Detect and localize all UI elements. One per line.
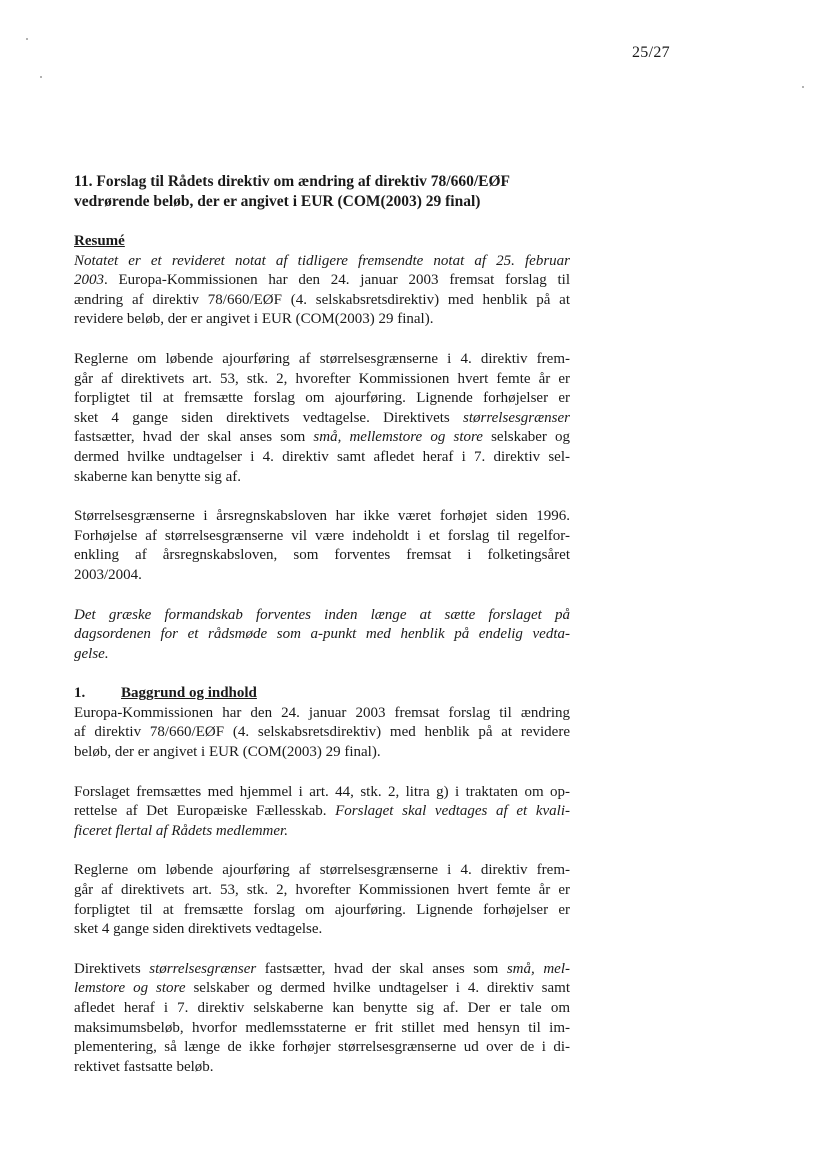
text-line: rektivet fastsatte beløb. — [74, 1058, 214, 1075]
text-line: af direktiv 78/660/EØF (4. selskabsretsdirektiv) med henblik på at revidere — [74, 724, 570, 741]
text-line: Notatet er et revideret notat af tidligere fremsendte notat af 25. februar — [74, 252, 570, 269]
text-line: gelse. — [74, 645, 109, 662]
section-heading — [74, 684, 570, 704]
text-line: enkling af årsregnskabsloven, som forventes fremsat i folketingsåret — [74, 547, 570, 564]
text-line: Reglerne om løbende ajourføring af størrelsesgrænserne i 4. direktiv frem- — [74, 862, 570, 879]
resume-section — [74, 232, 570, 330]
text-span: Forslaget skal vedtages af et kvali- — [335, 803, 570, 820]
text-span: fastsætter, hvad der skal anses som — [256, 960, 507, 977]
text-line: forpligtet til at fremsætte forslag om ajourføring. Lignende forhøjelser er — [74, 901, 570, 918]
text-line: maksimumsbeløb, hvorfor medlemsstaterne er frit stillet med hensyn til im- — [74, 1019, 570, 1036]
section-number: 1. — [74, 685, 86, 702]
scan-speck — [802, 86, 804, 88]
body-paragraph — [74, 783, 570, 842]
section-background — [74, 684, 570, 762]
document-body — [74, 172, 570, 1097]
resume-heading: Resumé — [74, 233, 125, 249]
text-span: Direktivets — [74, 960, 150, 977]
text-line: går af direktivets art. 53, stk. 2, hvorefter Kommissionen hvert femte år er — [74, 370, 570, 387]
text-line: afledet heraf i 7. direktiv selskaberne kan benytte sig af. Der er tale om — [74, 1000, 570, 1016]
text-line: Europa-Kommissionen har den 24. januar 2003 fremsat forslag til ændring — [74, 704, 570, 721]
title-line: vedrørende beløb, der er angivet i EUR (COM(2003) 29 final) — [74, 193, 481, 210]
text-line: ændring af direktiv 78/660/EØF (4. selskabsretsdirektiv) med henblik på at — [74, 291, 570, 308]
text-span: lemstore og store — [74, 980, 186, 997]
text-line — [74, 802, 570, 822]
text-line: Det græske formandskab forventes inden længe at sætte forslaget på — [74, 606, 570, 623]
text-line: ficeret flertal af Rådets medlemmer. — [74, 822, 288, 839]
text-line: plementering, så længe de ikke forhøjer størrelsesgrænserne ud over de i di- — [74, 1039, 570, 1056]
text-line: Forhøjelse af størrelsesgrænserne vil være indeholdt i et forslag til regelfor- — [74, 527, 570, 544]
text-line: går af direktivets art. 53, stk. 2, hvorefter Kommissionen hvert femte år er — [74, 882, 570, 899]
text-span: fastsætter, hvad der skal anses som — [74, 429, 314, 446]
scan-speck — [26, 38, 28, 40]
body-paragraph — [74, 960, 570, 1078]
section-title: Baggrund og indhold — [121, 685, 257, 702]
text-line — [74, 409, 570, 429]
text-line: beløb, der er angivet i EUR (COM(2003) 29 final). — [74, 744, 381, 761]
text-span: selskaber og dermed hvilke undtagelser i 4. direktiv samt — [185, 980, 571, 997]
text-span: små, mel- — [506, 960, 570, 977]
page-number: 25/27 — [632, 44, 670, 61]
text-line: dagsordenen for et rådsmøde som a-punkt med henblik på endelig vedta- — [74, 626, 570, 643]
text-span: størrelsesgrænser — [463, 409, 570, 426]
text-span: små, mellemstore og store — [313, 429, 483, 446]
document-title — [74, 172, 570, 212]
body-paragraph — [74, 861, 570, 939]
text-line: dermed hvilke undtagelser i 4. direktiv samt afledet heraf i 7. direktiv sel- — [74, 448, 570, 465]
text-line — [74, 271, 570, 291]
text-line: sket 4 gange siden direktivets vedtagelse. — [74, 921, 323, 938]
text-span: 2003 — [74, 272, 104, 289]
text-span: størrelsesgrænser — [149, 960, 257, 977]
scan-speck — [40, 76, 42, 78]
text-line: Størrelsesgrænserne i årsregnskabsloven har ikke været forhøjet siden 1996. — [74, 508, 570, 525]
text-line — [74, 979, 570, 999]
text-line: Forslaget fremsættes med hjemmel i art. 44, stk. 2, litra g) i traktaten om op- — [74, 783, 570, 800]
text-span: . Europa-Kommissionen har den 24. januar 2003 fremsat forslag til — [104, 272, 570, 289]
text-line: 2003/2004. — [74, 566, 142, 583]
resume-paragraph — [74, 507, 570, 585]
text-span: selskaber og — [482, 429, 571, 446]
text-line: forpligtet til at fremsætte forslag om ajourføring. Lignende forhøjelser er — [74, 390, 570, 407]
text-line — [74, 428, 570, 448]
text-line — [74, 960, 570, 980]
text-span: sket 4 gange siden direktivets vedtagelse. Direktivets — [74, 409, 464, 426]
title-line: 11. Forslag til Rådets direktiv om ændring af direktiv 78/660/EØF — [74, 173, 511, 190]
resume-paragraph — [74, 252, 570, 330]
text-span: rettelse af Det Europæiske Fællesskab. — [74, 803, 336, 820]
text-line: skaberne kan benytte sig af. — [74, 468, 242, 485]
text-line: Reglerne om løbende ajourføring af størrelsesgrænserne i 4. direktiv frem- — [74, 350, 570, 367]
resume-paragraph — [74, 606, 570, 665]
text-line: revidere beløb, der er angivet i EUR (COM(2003) 29 final). — [74, 311, 434, 328]
resume-paragraph — [74, 350, 570, 487]
